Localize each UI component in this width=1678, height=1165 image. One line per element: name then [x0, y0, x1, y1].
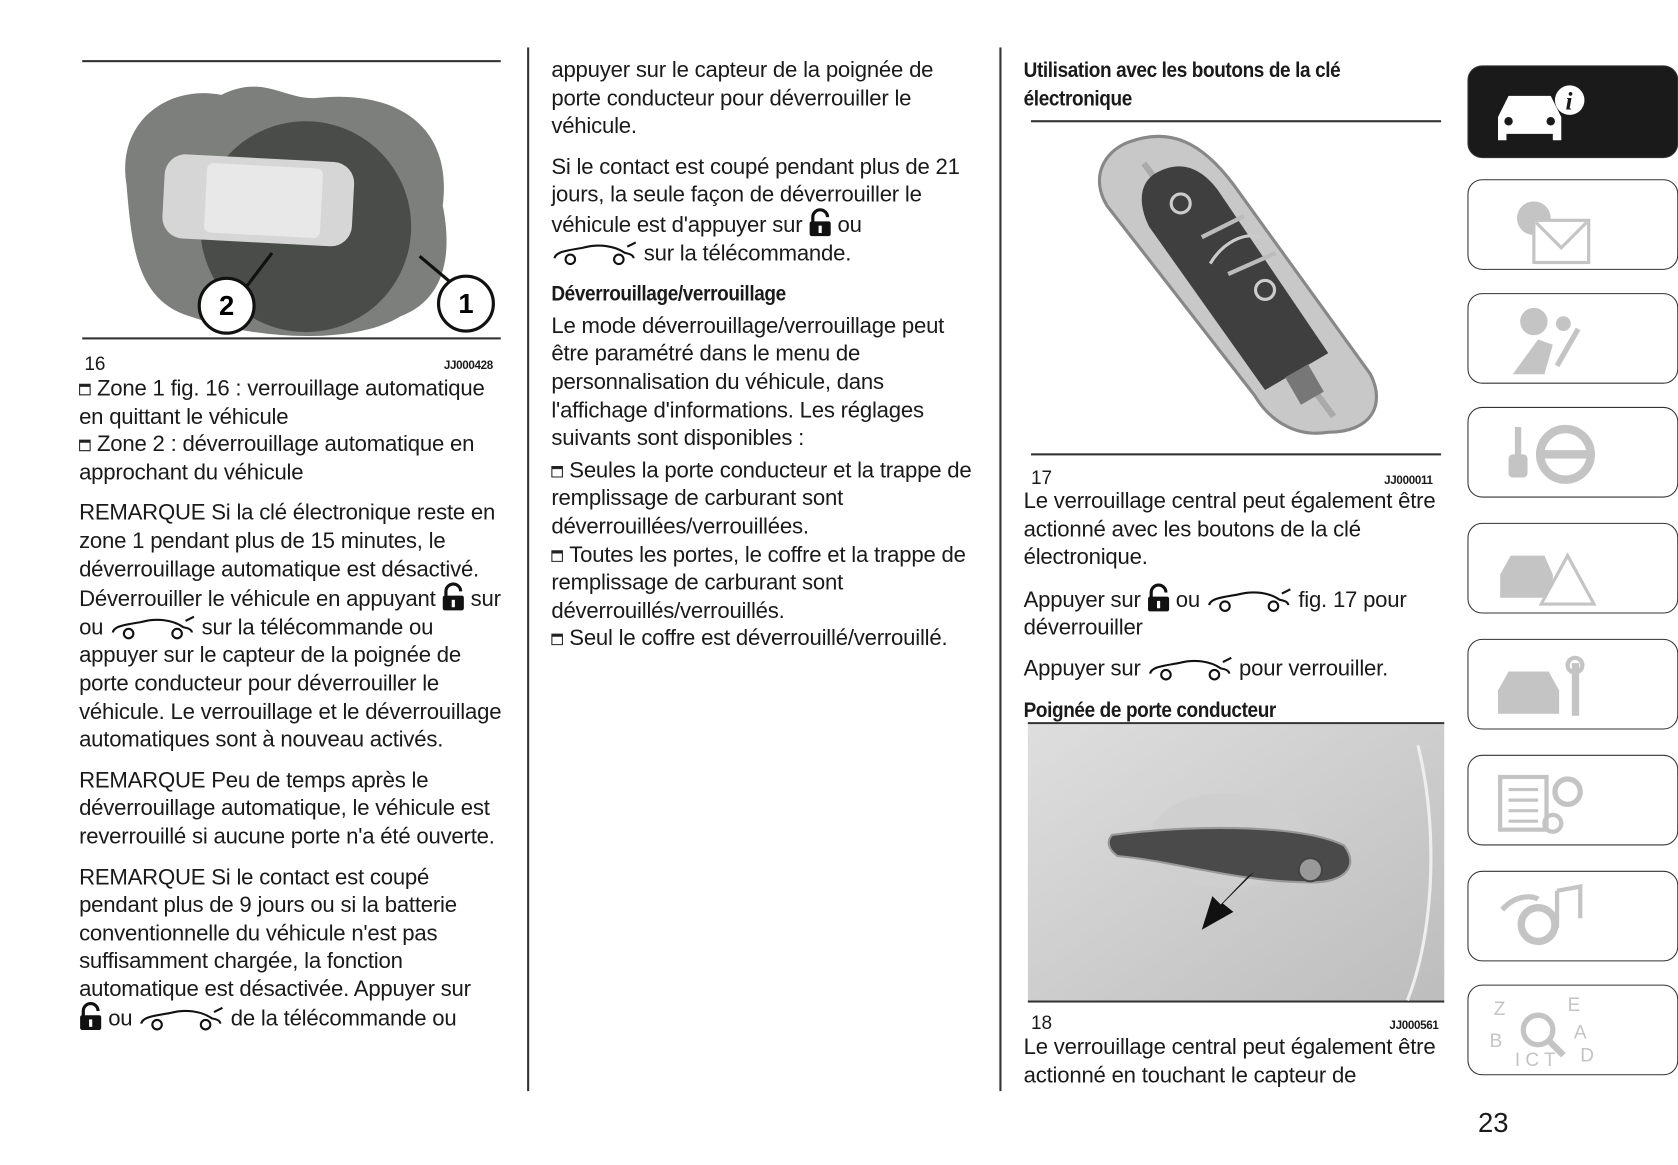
figure-18-door-handle-illustration	[1028, 722, 1444, 1002]
car-remote-icon	[109, 614, 195, 639]
tab-multimedia[interactable]	[1467, 871, 1678, 962]
radio-music-icon	[1483, 880, 1599, 954]
warning-light-message-icon	[1483, 189, 1599, 263]
car-remote-icon	[1206, 587, 1292, 612]
figure-16-zones-illustration	[105, 79, 474, 337]
text: sur la télécommande.	[643, 240, 852, 266]
text: Appuyer sur	[1023, 656, 1141, 681]
figure-number: 17	[1031, 467, 1053, 489]
bullet-item: Seules la porte conducteur et la trappe de remplissage de carburant sont déverrouillées/verrouillées.	[551, 457, 973, 541]
paragraph	[551, 154, 973, 268]
text: REMARQUE Si le contact est coupé pendant plus de 9 jours ou si la batterie conventionnelle du véhicule n'est pas suffisamment chargée, la fonction automatique est désactivée. Appuyer sur	[79, 864, 471, 1002]
text: REMARQUE Si la clé électronique reste en zone 1 pendant plus de 15 minutes, le déverrouillage automatique est désactivé. Déverrouiller le véhicule en appuyant	[79, 501, 496, 612]
key-steering-wheel-icon	[1483, 416, 1599, 490]
bullet-item: Seul le coffre est déverrouillé/verrouillé.	[551, 625, 973, 653]
callout-1: 1	[458, 288, 474, 320]
page-number: 23	[1477, 1106, 1509, 1139]
note-paragraph	[79, 864, 506, 1034]
svg-text:Z: Z	[1493, 999, 1506, 1021]
figure-number: 16	[84, 353, 106, 375]
column-divider	[527, 47, 529, 1091]
text: ou	[108, 1007, 133, 1032]
svg-text:E: E	[1567, 994, 1581, 1016]
paragraph: Le mode déverrouillage/verrouillage peut être paramétré dans le menu de personnalisation du véhicule, dans l'affichage d'informations. Les réglages suivants sont disponibles :	[551, 313, 945, 451]
text: sur ou	[79, 587, 501, 640]
text: pour verrouiller.	[1239, 656, 1389, 681]
column-2	[551, 57, 973, 654]
note-paragraph	[79, 500, 506, 754]
tab-maintenance[interactable]	[1467, 639, 1678, 730]
car-remote-icon	[551, 240, 637, 265]
text: sur la télécommande ou appuyer sur le capteur de la poignée de porte conducteur pour déverrouiller le véhicule. Le verrouillage et le déverrouillage automatiques sont à nouveau activés.	[79, 615, 502, 752]
section-heading: Poignée de porte conducteur	[1023, 698, 1276, 722]
paragraph: appuyer sur le capteur de la poignée de porte conducteur pour déverrouiller le véhicule.	[551, 57, 934, 139]
tab-index[interactable]	[1467, 985, 1678, 1076]
divider	[1031, 120, 1441, 122]
svg-text:D: D	[1580, 1045, 1594, 1067]
car-wrench-icon	[1483, 648, 1599, 722]
bullet-item: Toutes les portes, le coffre et la trappe de remplissage de carburant sont déverrouillés/verrouillés.	[551, 541, 973, 625]
column-3	[1024, 488, 1446, 729]
bullet-item: Zone 1 fig. 16 : verrouillage automatique en quittant le véhicule	[79, 375, 506, 431]
text: Appuyer sur	[1023, 588, 1141, 613]
tab-technical-data[interactable]	[1467, 755, 1678, 846]
tab-lights-warnings[interactable]	[1467, 179, 1678, 270]
svg-text:i: i	[1565, 87, 1573, 116]
car-warning-triangle-icon	[1483, 532, 1599, 606]
text: ou	[1175, 588, 1200, 613]
paragraph	[1024, 656, 1446, 684]
svg-text:I C T: I C T	[1514, 1049, 1556, 1071]
tab-safety[interactable]	[1467, 293, 1678, 384]
text: fig. 17 pour déverrouiller	[1023, 588, 1407, 641]
figure-code: JJ000428	[443, 359, 493, 373]
text: Si le contact est coupé pendant plus de 21 jours, la seule façon de déverrouiller le véhicule est d'appuyer sur	[551, 154, 960, 238]
unlock-icon	[441, 584, 464, 611]
paragraph: Le verrouillage central peut également être actionné en touchant le capteur de	[1023, 1035, 1436, 1088]
divider	[82, 337, 501, 339]
column-1	[79, 375, 506, 1047]
airbag-seatbelt-icon	[1483, 303, 1599, 377]
text: ou	[837, 212, 862, 238]
bullet-item: Zone 2 : déverrouillage automatique en approchant du véhicule	[79, 431, 506, 487]
paragraph	[1024, 585, 1446, 643]
car-remote-icon	[138, 1006, 224, 1031]
text: de la télécommande ou	[230, 1007, 457, 1032]
svg-text:A: A	[1573, 1022, 1587, 1044]
divider	[1031, 453, 1441, 455]
unlock-icon	[808, 210, 831, 237]
figure-code: JJ000561	[1389, 1019, 1439, 1033]
column-3-header	[1024, 57, 1446, 117]
list-gears-icon	[1483, 764, 1599, 838]
paragraph: Le verrouillage central peut également être actionné avec les boutons de la clé électronique.	[1023, 489, 1436, 570]
svg-text:B: B	[1489, 1030, 1503, 1052]
car-remote-icon	[1147, 656, 1233, 681]
callout-2: 2	[219, 290, 235, 322]
tab-emergency[interactable]	[1467, 523, 1678, 614]
note-paragraph: REMARQUE Peu de temps après le déverrouillage automatique, le véhicule est reverrouillé si aucune porte n'a été ouverte.	[79, 768, 495, 849]
tab-vehicle-info[interactable]	[1467, 65, 1678, 158]
unlock-icon	[79, 1004, 102, 1031]
column-divider	[999, 47, 1001, 1091]
section-heading: Déverrouillage/verrouillage	[551, 282, 786, 306]
divider	[82, 60, 501, 62]
section-heading: Utilisation avec les boutons de la clé électronique	[1023, 59, 1341, 111]
figure-code: JJ000011	[1384, 474, 1433, 488]
unlock-icon	[1147, 585, 1170, 612]
car-info-icon	[1483, 75, 1588, 149]
tab-starting-driving[interactable]	[1467, 407, 1678, 498]
figure-17-key-fob-illustration	[1086, 132, 1392, 443]
alphabet-search-icon	[1483, 994, 1599, 1071]
figure-number: 18	[1031, 1012, 1053, 1034]
